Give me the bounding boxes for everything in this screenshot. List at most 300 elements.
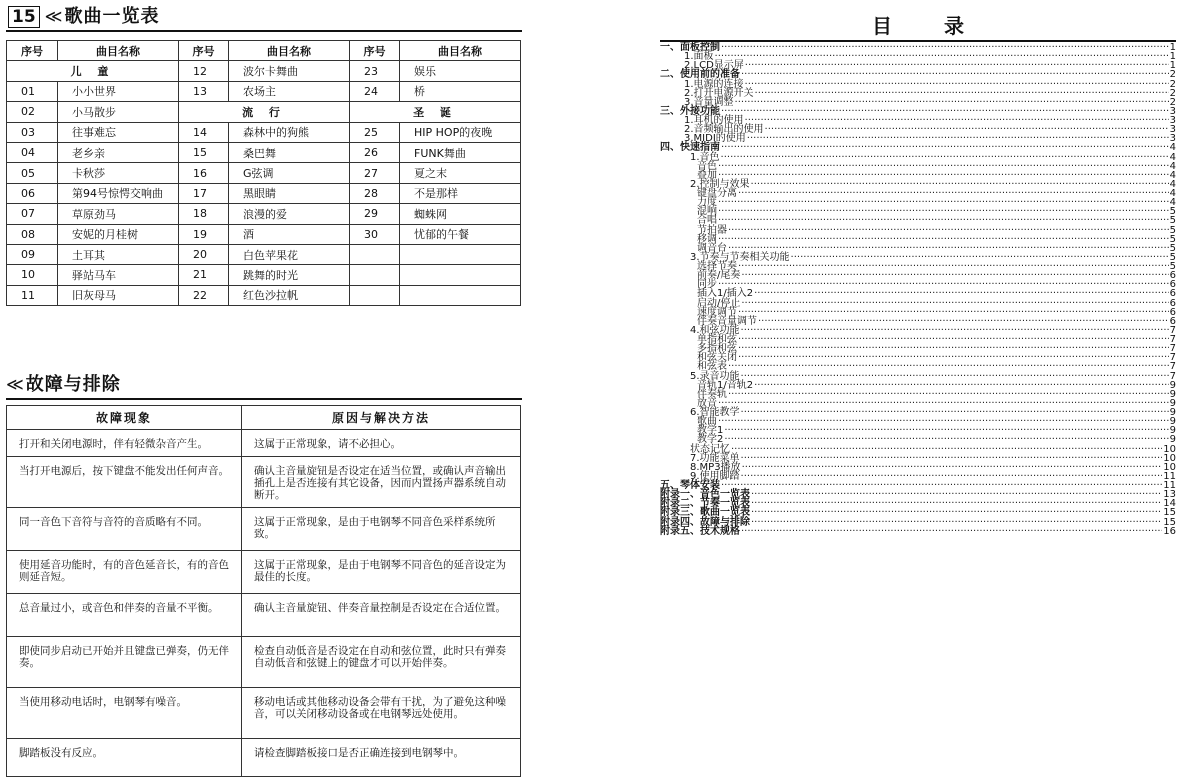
double-chevron-icon: ≪ [6,375,24,395]
toc-entry-label: 调音台 [697,242,727,254]
toc-entry-label: 1.电源的连接 [684,78,744,90]
toc-entry-label: 附录四、故障与排除 [660,516,750,528]
table-cell: 小小世界 [58,81,179,101]
category-header: 流 行 [179,102,350,122]
table-cell [400,265,521,285]
table-cell: 09 [7,244,58,264]
table-cell: 07 [7,204,58,224]
table-row [7,457,521,508]
toc-entry-page: 5 [1169,224,1176,236]
table-cell: 28 [350,183,400,203]
toc-entry-page: 15 [1163,507,1176,519]
toc-leader-dots [718,198,1169,207]
toc-leader-dots [741,299,1168,308]
toc-entry-label: 3.MIDI的使用 [684,133,746,145]
table-row [7,163,521,183]
toc-entry-label: 合唱 [697,215,717,227]
toc-leader-dots [724,435,1168,444]
fault-solution: 检查自动低音是否设定在自动和弦位置，此时只有弹奏自动低音和弦键上的键盘才可以开始伴奏。 [242,637,521,688]
toc-entry [660,162,1176,171]
toc-entry-label: 混响 [697,206,717,218]
toc-entry-label: 1.耳机的使用 [684,115,744,126]
toc-entry-page: 1 [1169,42,1176,53]
table-cell: 29 [350,204,400,224]
toc-entry-page: 5 [1169,233,1176,245]
song-table-header: 序号 [7,41,58,61]
song-table-header: 曲目名称 [58,41,179,61]
toc-entry-label: 2.LCD显示屏 [684,60,744,72]
fault-symptom: 即使同步启动已开始并且键盘已弹奏，仍无伴奏。 [7,637,242,688]
table-cell: 浪漫的爱 [229,204,350,224]
table-cell: 农场主 [229,81,350,101]
table-cell: G弦调 [229,163,350,183]
toc-entry-label: 教学2 [697,434,724,446]
table-row [7,122,521,142]
table-cell: 森林中的狗熊 [229,122,350,142]
song-list-section [6,4,522,303]
table-cell: HIP HOP的夜晚 [400,122,521,142]
toc-entry-page: 6 [1169,306,1176,318]
table-cell [350,244,400,264]
table-row [7,508,521,551]
table-row [7,739,521,777]
toc-entry-page: 9 [1169,407,1176,418]
toc-leader-dots [718,216,1169,225]
toc-entry-label: 附录二、节奏一览表 [660,498,750,510]
toc-entry-label: 附录一、音色一览表 [660,489,750,501]
table-row [7,244,521,264]
toc-entry-label: 叠加 [697,169,717,181]
toc-entry-label: 伴奏轨 [697,388,727,400]
fault-solution: 请检查脚踏板接口是否正确连接到电钢琴中。 [242,739,521,777]
table-cell: 往事难忘 [58,122,179,142]
toc-entry-label: 8.MP3播放 [690,461,741,473]
table-row [7,688,521,739]
table-cell: 03 [7,122,58,142]
table-cell: 第94号惊愕交响曲 [58,183,179,203]
toc-entry-label: 一、面板控制 [660,42,720,53]
toc-entry-page: 7 [1169,343,1176,355]
troubleshooting-heading [6,372,522,400]
toc-leader-dots [751,180,1169,189]
table-cell: 02 [7,102,58,122]
toc-entry-page: 5 [1169,206,1176,218]
toc-entry-page: 9 [1169,434,1176,446]
table-cell: 白色苹果花 [229,244,350,264]
table-cell: 04 [7,142,58,162]
toc-leader-dots [758,317,1169,326]
table-row [7,637,521,688]
toc-entry [660,326,1176,335]
toc-entry-label: 3.音量调整 [684,96,734,108]
toc-entry [660,344,1176,353]
table-cell: 22 [179,285,229,305]
table-cell: 20 [179,244,229,264]
toc-leader-dots [718,280,1169,289]
table-cell: 27 [350,163,400,183]
toc-entry-label: 附录五、技术规格 [660,525,740,537]
fault-symptom: 当打开电源后，按下键盘不能发出任何声音。 [7,457,242,508]
toc-entry-label: 单指和弦 [697,334,737,345]
toc-entry-page: 5 [1169,261,1176,272]
toc-leader-dots [738,262,1169,271]
toc-entry-label: 伴奏音量调节 [697,315,757,327]
toc-entry-label: 移调 [697,233,717,245]
toc-entry-page: 6 [1169,297,1176,309]
toc-leader-dots [755,89,1169,98]
page-number-box: 15 [8,6,40,28]
toc-entry-page: 7 [1169,370,1176,382]
toc-leader-dots [742,463,1163,472]
toc-leader-dots [738,335,1169,344]
toc-entry-page: 3 [1169,133,1176,145]
table-cell: 05 [7,163,58,183]
song-table-header: 曲目名称 [229,41,350,61]
table-cell: 卡秋莎 [58,163,179,183]
troubleshooting-title: 故障与排除 [25,374,121,395]
table-cell: 23 [350,61,400,81]
table-cell [350,285,400,305]
table-cell: 跳舞的时光 [229,265,350,285]
toc-entry-page: 6 [1169,270,1176,282]
toc-entry-page: 9 [1169,416,1176,428]
toc-entry-label: 附录三、歌曲一览表 [660,507,750,519]
toc-leader-dots [738,353,1169,362]
table-cell: 19 [179,224,229,244]
toc-entry-page: 6 [1169,279,1176,291]
fault-symptom: 同一音色下音符与音符的音质略有不同。 [7,508,242,551]
table-cell [400,244,521,264]
table-cell: 30 [350,224,400,244]
fault-solution: 确认主音量旋钮是否设定在适当位置，或确认声音输出插孔上是否连接有其它设备，因而内置扬声器系统自动断开。 [242,457,521,508]
toc-entry-label: 三、外接功能 [660,105,720,117]
table-cell: 小马散步 [58,102,179,122]
table-cell: 红色沙拉帆 [229,285,350,305]
toc-leader-dots [747,134,1169,143]
table-cell: 18 [179,204,229,224]
table-cell: 黑眼睛 [229,183,350,203]
toc-entry-page: 14 [1163,498,1176,510]
toc-entry [660,98,1176,107]
table-row [7,81,521,101]
toc-entry-page: 9 [1169,425,1176,437]
toc-entry-page: 6 [1169,315,1176,327]
table-cell: 11 [7,285,58,305]
toc-entry-page: 13 [1163,489,1176,501]
toc-entry-page: 4 [1169,188,1176,199]
toc-entry-label: 4.和弦功能 [690,324,740,336]
fault-solution: 这属于正常现象，请不必担心。 [242,430,521,457]
troubleshooting-section [6,372,522,400]
toc-entry-label: 四、快速指南 [660,142,720,154]
table-row [7,265,521,285]
toc-entry [660,207,1176,216]
toc-leader-dots [721,153,1169,162]
toc-leader-dots [754,381,1169,390]
toc-leader-dots [718,235,1169,244]
table-cell: 01 [7,81,58,101]
toc-leader-dots [721,481,1162,490]
toc-entry-page: 4 [1169,178,1176,190]
table-cell: 草原劲马 [58,204,179,224]
toc-leader-dots [728,390,1169,399]
toc-leader-dots [751,499,1162,508]
table-cell: 16 [179,163,229,183]
toc-leader-dots [724,426,1168,435]
toc-leader-dots [728,244,1169,253]
toc-entry-page: 10 [1163,461,1176,473]
toc-entry-page: 3 [1169,115,1176,126]
table-cell: 14 [179,122,229,142]
table-cell: 夏之末 [400,163,521,183]
song-list-title: 歌曲一览表 [64,6,160,27]
toc-entry-label: 启动/停止 [697,297,741,309]
toc-entry-page: 2 [1169,78,1176,90]
toc-leader-dots [754,289,1169,298]
toc-entry-page: 9 [1169,397,1176,409]
toc-entry-page: 10 [1163,452,1176,464]
toc-leader-dots [718,417,1169,426]
table-row [7,430,521,457]
fault-symptom: 脚踏板没有反应。 [7,739,242,777]
table-row [7,183,521,203]
toc-entry-label: 5.录音功能 [690,370,740,382]
toc-leader-dots [741,472,1163,481]
toc-entry-label: 9.使用脚踏 [690,470,740,482]
table-cell: 06 [7,183,58,203]
toc-entry [660,189,1176,198]
toc-entry-page: 2 [1169,69,1176,81]
toc-entry-page: 5 [1169,215,1176,227]
toc-entry-label: 2.打开电源开关 [684,87,754,99]
toc-entry [660,472,1176,481]
toc-entry-label: 音轨1/音轨2 [697,379,754,391]
toc-entry [660,134,1176,143]
toc-entry-page: 9 [1169,388,1176,400]
toc-entry-label: 3.节奏与节奏相关功能 [690,251,790,263]
toc-entry-page: 3 [1169,105,1176,117]
category-header: 圣 诞 [350,102,521,122]
fault-table-header: 故障现象 [7,406,242,430]
table-cell [350,265,400,285]
table-cell: 25 [350,122,400,142]
toc-leader-dots [791,253,1169,262]
toc-entry [660,408,1176,417]
toc-leader-dots [728,226,1169,235]
table-cell: 08 [7,224,58,244]
toc-leader-dots [745,116,1169,125]
table-row [7,224,521,244]
toc-leader-dots [741,527,1162,536]
toc-leader-dots [745,80,1169,89]
toc-leader-dots [718,162,1169,171]
toc-leader-dots [745,61,1169,70]
toc-entry [660,143,1176,152]
song-list-table [6,40,521,306]
toc-entry-label: 状态记忆 [690,443,730,455]
toc-entry-page: 7 [1169,361,1176,373]
toc-leader-dots [751,508,1162,517]
table-row [7,142,521,162]
toc-entry [660,426,1176,435]
table-cell: 驿站马车 [58,265,179,285]
toc-entry-page: 9 [1169,379,1176,391]
table-cell: 土耳其 [58,244,179,264]
toc-entry-label: 键盘分离 [697,188,737,199]
fault-solution: 移动电话或其他移动设备会带有干扰，为了避免这种噪音，可以关闭移动设备或在电钢琴远处使用。 [242,688,521,739]
toc-entry-page: 3 [1169,124,1176,136]
toc-leader-dots [738,308,1169,317]
fault-solution: 这属于正常现象，是由于电钢琴不同音色采样系统所致。 [242,508,521,551]
table-cell: 忧郁的午餐 [400,224,521,244]
toc-entry-page: 6 [1169,288,1176,300]
toc-entry [660,198,1176,207]
toc-entry-page: 16 [1163,525,1176,537]
toc-entry-page: 4 [1169,142,1176,154]
table-cell: 10 [7,265,58,285]
toc-leader-dots [715,52,1169,61]
toc-entry-label: 2.音频输出的使用 [684,124,764,136]
toc-leader-dots [741,408,1169,417]
table-row [7,61,521,81]
toc-entry-label: 1.面板 [684,51,714,63]
toc-leader-dots [741,372,1169,381]
toc-leader-dots [718,207,1169,216]
fault-symptom: 总音量过小，或音色和伴奏的音量不平衡。 [7,594,242,637]
toc-entry [660,253,1176,262]
table-cell: 12 [179,61,229,81]
table-cell: 安妮的月桂树 [58,224,179,244]
table-cell: 17 [179,183,229,203]
toc-list [660,43,1176,536]
toc-divider [660,40,1176,42]
table-cell: 不是那样 [400,183,521,203]
table-cell: 桥 [400,81,521,101]
toc-entry-label: 五、琴体安装 [660,480,720,491]
toc-leader-dots [735,98,1169,107]
toc-leader-dots [741,70,1169,79]
toc-leader-dots [721,107,1169,116]
toc-entry-page: 2 [1169,87,1176,99]
toc-entry [660,43,1176,52]
toc-entry-page: 4 [1169,169,1176,181]
toc-entry-page: 7 [1169,334,1176,345]
toc-leader-dots [741,271,1168,280]
toc-entry-page: 11 [1163,480,1176,491]
toc-leader-dots [738,344,1169,353]
toc-entry-label: 和弦关闭 [697,352,737,364]
table-cell: 21 [179,265,229,285]
table-row [7,594,521,637]
toc-entry-page: 7 [1169,324,1176,336]
toc-entry [660,299,1176,308]
toc-entry [660,417,1176,426]
toc-entry [660,226,1176,235]
song-table-header: 序号 [179,41,229,61]
toc-leader-dots [741,326,1169,335]
toc-entry-label: 1.音色 [690,151,720,163]
toc-leader-dots [718,399,1169,408]
table-row [7,285,521,305]
toc-entry-page: 10 [1163,443,1176,455]
fault-solution: 确认主音量旋钮、伴奏音量控制是否设定在合适位置。 [242,594,521,637]
toc-entry [660,527,1176,536]
toc-leader-dots [751,490,1162,499]
toc-entry [660,381,1176,390]
table-cell: 蜘蛛网 [400,204,521,224]
table-cell: 桑巴舞 [229,142,350,162]
song-table-header: 序号 [350,41,400,61]
toc-entry-page: 1 [1169,51,1176,63]
toc-entry-page: 4 [1169,197,1176,209]
table-cell: 24 [350,81,400,101]
toc-leader-dots [721,143,1169,152]
toc-entry-label: 速度调节 [697,306,737,318]
toc-entry-label: 多指和弦 [697,343,737,355]
table-row [7,204,521,224]
toc-entry-label: 和弦表 [697,361,727,373]
toc-entry-label: 插入1/插入2 [697,288,754,300]
fault-symptom: 打开和关闭电源时，伴有轻微杂音产生。 [7,430,242,457]
fault-symptom: 当使用移动电话时，电钢琴有噪音。 [7,688,242,739]
toc-leader-dots [738,189,1169,198]
toc-entry [660,390,1176,399]
song-table-header: 曲目名称 [400,41,521,61]
fault-solution: 这属于正常现象，是由于电钢琴不同音色的延音设定为最佳的长度。 [242,551,521,594]
table-cell: FUNK舞曲 [400,142,521,162]
table-cell: 老乡亲 [58,142,179,162]
toc-entry-label: 力度 [697,197,717,209]
toc-entry-label: 节拍器 [697,224,727,236]
toc-entry-label: 6.智能教学 [690,407,740,418]
table-cell: 26 [350,142,400,162]
table-cell: 旧灰母马 [58,285,179,305]
fault-table-header: 原因与解决方法 [242,406,521,430]
toc-entry [660,89,1176,98]
toc-entry-label: 音色 [697,160,717,172]
toc-entry-label: 同步 [697,279,717,291]
toc-leader-dots [741,454,1163,463]
double-chevron-icon: ≪ [44,7,63,27]
table-row [7,551,521,594]
table-cell: 娱乐 [400,61,521,81]
toc-entry [660,180,1176,189]
toc-entry-page: 4 [1169,160,1176,172]
toc-entry-label: 教学1 [697,425,724,437]
table-row [7,102,521,122]
toc-entry [660,271,1176,280]
toc-entry [660,153,1176,162]
toc-entry-page: 7 [1169,352,1176,364]
table-cell: 酒 [229,224,350,244]
toc-leader-dots [721,43,1169,52]
toc-entry-label: 2.控制与效果 [690,178,750,190]
toc-entry-page: 2 [1169,96,1176,108]
toc-entry-page: 5 [1169,242,1176,254]
toc-entry-label: 7.功能菜单 [690,452,740,464]
toc-entry [660,435,1176,444]
troubleshooting-table [6,405,521,777]
toc-entry-label: 放音 [697,397,717,409]
toc-leader-dots [765,125,1169,134]
category-header: 儿 童 [7,61,179,81]
toc-leader-dots [751,518,1162,527]
toc-leader-dots [731,445,1162,454]
toc-entry [660,216,1176,225]
fault-symptom: 使用延音功能时，有的音色延音长，有的音色则延音短。 [7,551,242,594]
song-list-heading [6,4,522,32]
toc-entry [660,235,1176,244]
